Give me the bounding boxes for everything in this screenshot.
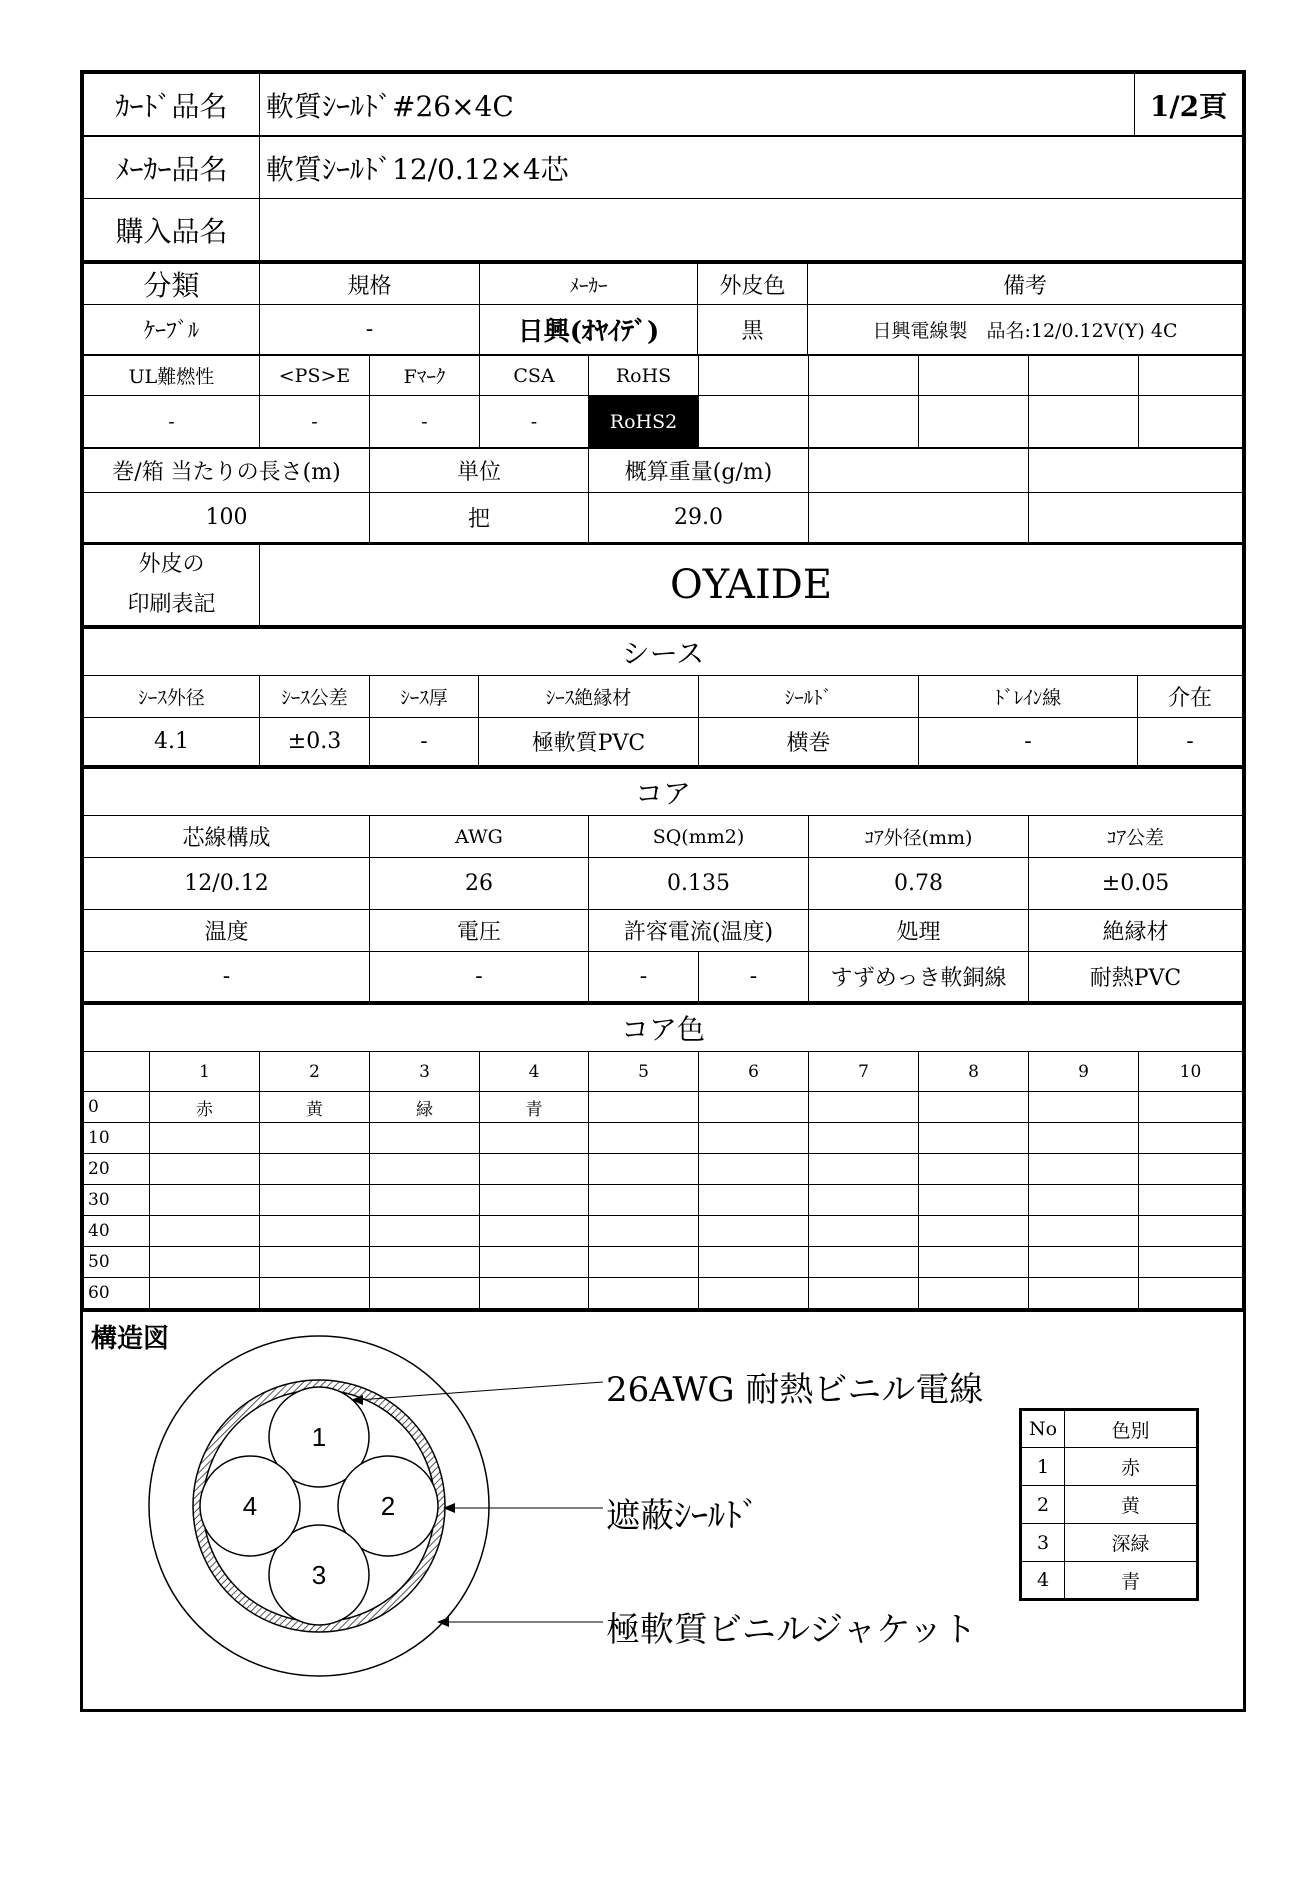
color-col-header: 5 bbox=[589, 1052, 699, 1092]
color-cell bbox=[260, 1216, 370, 1247]
cert-header-rohs: RoHS bbox=[589, 356, 699, 396]
legend-no: 4 bbox=[1021, 1562, 1065, 1600]
color-col-header: 10 bbox=[1139, 1052, 1243, 1092]
class-header-remarks: 備考 bbox=[808, 263, 1243, 305]
empty-cell bbox=[1139, 356, 1243, 396]
legend-color: 黄 bbox=[1065, 1486, 1198, 1524]
cert-pse-value: - bbox=[260, 396, 370, 448]
pack-length-value: 100 bbox=[84, 493, 370, 543]
class-sheath-color-value: 黒 bbox=[698, 305, 808, 355]
color-cell bbox=[150, 1216, 260, 1247]
core-4-number: 4 bbox=[242, 1491, 258, 1521]
color-cell bbox=[809, 1092, 919, 1123]
color-cell bbox=[919, 1154, 1029, 1185]
legend-no: 2 bbox=[1021, 1486, 1065, 1524]
core-current-value: - bbox=[589, 952, 699, 1002]
color-cell bbox=[260, 1247, 370, 1278]
color-row-label: 40 bbox=[84, 1216, 150, 1247]
color-cell bbox=[260, 1278, 370, 1309]
color-row bbox=[84, 1185, 1243, 1216]
color-cell bbox=[809, 1185, 919, 1216]
sheath-tolerance-value: ±0.3 bbox=[260, 718, 370, 766]
core-header-tolerance: ｺｱ公差 bbox=[1029, 816, 1243, 858]
core-header-sq: SQ(mm2) bbox=[589, 816, 809, 858]
color-cell bbox=[1139, 1123, 1243, 1154]
print-marking-label-line2: 印刷表記 bbox=[127, 592, 216, 617]
color-cell bbox=[809, 1154, 919, 1185]
core-insulation-value: 耐熱PVC bbox=[1029, 952, 1243, 1002]
color-cell bbox=[260, 1185, 370, 1216]
pack-header-weight: 概算重量(g/m) bbox=[589, 449, 809, 493]
color-cell bbox=[1139, 1092, 1243, 1123]
core-sq-value: 0.135 bbox=[589, 858, 809, 910]
color-legend-table bbox=[1019, 1408, 1199, 1601]
color-cell bbox=[589, 1185, 699, 1216]
color-cell bbox=[370, 1154, 480, 1185]
sheath-insulation-value: 極軟質PVC bbox=[479, 718, 699, 766]
color-cell bbox=[699, 1154, 809, 1185]
cert-header-pse: <PS>E bbox=[260, 356, 370, 396]
empty-cell bbox=[809, 356, 919, 396]
legend-no: 1 bbox=[1021, 1448, 1065, 1486]
print-marking-table bbox=[83, 543, 1243, 626]
empty-cell bbox=[919, 396, 1029, 448]
callout-jacket-label: 極軟質ビニルジャケット bbox=[606, 1610, 977, 1650]
color-row-label: 60 bbox=[84, 1278, 150, 1309]
color-cell bbox=[589, 1247, 699, 1278]
color-cell bbox=[1139, 1185, 1243, 1216]
legend-color: 青 bbox=[1065, 1562, 1198, 1600]
empty-cell bbox=[809, 449, 1029, 493]
color-cell bbox=[370, 1216, 480, 1247]
empty-cell bbox=[809, 493, 1029, 543]
cert-fmark-value: - bbox=[370, 396, 480, 448]
color-cell bbox=[260, 1154, 370, 1185]
cert-header-fmark: Fﾏｰｸ bbox=[370, 356, 480, 396]
color-cell bbox=[480, 1154, 589, 1185]
maker-table bbox=[83, 136, 1243, 261]
core-1-number: 1 bbox=[311, 1422, 327, 1452]
empty-cell bbox=[1029, 493, 1243, 543]
print-marking-value: OYAIDE bbox=[260, 544, 1243, 626]
color-cell bbox=[699, 1216, 809, 1247]
color-cell bbox=[1029, 1123, 1139, 1154]
pack-header-length: 巻/箱 当たりの長さ(m) bbox=[84, 449, 370, 493]
core-treatment-value: すずめっき軟銅線 bbox=[809, 952, 1029, 1002]
color-cell: 青 bbox=[480, 1092, 589, 1123]
empty-cell bbox=[1029, 356, 1139, 396]
color-cell bbox=[809, 1247, 919, 1278]
core-header-temperature: 温度 bbox=[84, 910, 370, 952]
color-cell bbox=[589, 1154, 699, 1185]
color-cell bbox=[150, 1185, 260, 1216]
color-col-header: 7 bbox=[809, 1052, 919, 1092]
legend-no: 3 bbox=[1021, 1524, 1065, 1562]
core-tolerance-value: ±0.05 bbox=[1029, 858, 1243, 910]
cert-ul-value: - bbox=[84, 396, 260, 448]
cert-rohs-badge: RoHS2 bbox=[589, 396, 699, 448]
color-cell bbox=[480, 1123, 589, 1154]
color-cell bbox=[150, 1278, 260, 1309]
color-cell bbox=[150, 1154, 260, 1185]
color-row bbox=[84, 1216, 1243, 1247]
sheath-od-value: 4.1 bbox=[84, 718, 260, 766]
cert-header-csa: CSA bbox=[480, 356, 589, 396]
color-cell bbox=[699, 1278, 809, 1309]
purchase-name-label: 購入品名 bbox=[84, 199, 260, 261]
structure-diagram bbox=[83, 1309, 1243, 1694]
header-table bbox=[83, 73, 1243, 136]
color-cell bbox=[370, 1278, 480, 1309]
sheath-table bbox=[83, 626, 1243, 766]
class-header-sheath-color: 外皮色 bbox=[698, 263, 808, 305]
color-cell bbox=[809, 1278, 919, 1309]
color-cell bbox=[1029, 1247, 1139, 1278]
certification-table bbox=[83, 355, 1243, 448]
color-cell bbox=[1029, 1216, 1139, 1247]
color-cell bbox=[480, 1278, 589, 1309]
class-maker-value: 日興(ｵﾔｲﾃﾞ) bbox=[480, 305, 698, 355]
color-cell bbox=[480, 1247, 589, 1278]
color-corner-cell bbox=[84, 1052, 150, 1092]
color-row-label: 50 bbox=[84, 1247, 150, 1278]
color-row bbox=[84, 1247, 1243, 1278]
sheath-header-shield: ｼｰﾙﾄﾞ bbox=[699, 676, 919, 718]
core-header-awg: AWG bbox=[370, 816, 589, 858]
color-cell bbox=[1029, 1154, 1139, 1185]
classification-table bbox=[83, 261, 1243, 355]
color-cell bbox=[370, 1247, 480, 1278]
color-cell bbox=[480, 1216, 589, 1247]
core-table bbox=[83, 766, 1243, 1002]
color-row bbox=[84, 1278, 1243, 1309]
cert-csa-value: - bbox=[480, 396, 589, 448]
class-remarks-value: 日興電線製 品名:12/0.12V(Y) 4C bbox=[808, 305, 1243, 355]
sheath-shield-value: 横巻 bbox=[699, 718, 919, 766]
core-od-value: 0.78 bbox=[809, 858, 1029, 910]
empty-cell bbox=[1029, 449, 1243, 493]
card-name-value: 軟質ｼｰﾙﾄﾞ#26×4C bbox=[260, 74, 1135, 136]
core-header-od: ｺｱ外径(mm) bbox=[809, 816, 1029, 858]
sheath-header-od: ｼｰｽ外径 bbox=[84, 676, 260, 718]
color-cell: 赤 bbox=[150, 1092, 260, 1123]
core-3-number: 3 bbox=[311, 1560, 327, 1590]
core-temperature-value: - bbox=[84, 952, 370, 1002]
legend-header-color: 色別 bbox=[1065, 1410, 1198, 1448]
color-col-header: 1 bbox=[150, 1052, 260, 1092]
class-standard-value: - bbox=[260, 305, 480, 355]
empty-cell bbox=[919, 356, 1029, 396]
color-cell bbox=[150, 1123, 260, 1154]
core-header-strand: 芯線構成 bbox=[84, 816, 370, 858]
core-strand-value: 12/0.12 bbox=[84, 858, 370, 910]
empty-cell bbox=[699, 396, 809, 448]
color-cell bbox=[809, 1123, 919, 1154]
color-cell bbox=[809, 1216, 919, 1247]
callout-shield-label: 遮蔽ｼｰﾙﾄﾞ bbox=[606, 1496, 759, 1536]
sheath-header-tolerance: ｼｰｽ公差 bbox=[260, 676, 370, 718]
card-name-label: ｶｰﾄﾞ品名 bbox=[84, 74, 260, 136]
sheath-filler-value: - bbox=[1138, 718, 1243, 766]
sheath-thickness-value: - bbox=[370, 718, 479, 766]
color-cell bbox=[699, 1185, 809, 1216]
color-row bbox=[84, 1123, 1243, 1154]
empty-cell bbox=[809, 396, 919, 448]
color-cell bbox=[480, 1185, 589, 1216]
core-color-table bbox=[83, 1002, 1243, 1309]
color-cell bbox=[260, 1123, 370, 1154]
color-cell bbox=[1029, 1278, 1139, 1309]
color-col-header: 8 bbox=[919, 1052, 1029, 1092]
color-cell bbox=[919, 1247, 1029, 1278]
color-col-header: 4 bbox=[480, 1052, 589, 1092]
spec-sheet bbox=[80, 70, 1246, 1712]
core-2-number: 2 bbox=[380, 1491, 396, 1521]
sheath-header-insulation: ｼｰｽ絶縁材 bbox=[479, 676, 699, 718]
color-cell bbox=[919, 1092, 1029, 1123]
pack-header-unit: 単位 bbox=[370, 449, 589, 493]
callout-wire-label: 26AWG 耐熱ビニル電線 bbox=[606, 1370, 984, 1410]
color-cell: 緑 bbox=[370, 1092, 480, 1123]
color-cell bbox=[1029, 1092, 1139, 1123]
color-cell bbox=[919, 1216, 1029, 1247]
core-current-temp-value: - bbox=[699, 952, 809, 1002]
legend-color: 赤 bbox=[1065, 1448, 1198, 1486]
print-marking-label-line1: 外皮の bbox=[138, 552, 205, 577]
color-cell bbox=[1139, 1278, 1243, 1309]
purchase-name-value bbox=[260, 199, 1243, 261]
empty-cell bbox=[1139, 396, 1243, 448]
color-col-header: 2 bbox=[260, 1052, 370, 1092]
color-cell bbox=[589, 1216, 699, 1247]
color-cell: 黄 bbox=[260, 1092, 370, 1123]
color-cell bbox=[1029, 1185, 1139, 1216]
color-row-label: 30 bbox=[84, 1185, 150, 1216]
color-cell bbox=[1139, 1216, 1243, 1247]
sheath-header-drain: ﾄﾞﾚｲﾝ線 bbox=[919, 676, 1138, 718]
color-cell bbox=[919, 1278, 1029, 1309]
pack-weight-value: 29.0 bbox=[589, 493, 809, 543]
color-row bbox=[84, 1092, 1243, 1123]
empty-cell bbox=[699, 356, 809, 396]
legend-header-no: No bbox=[1021, 1410, 1065, 1448]
print-marking-label bbox=[84, 544, 260, 626]
sheath-header-filler: 介在 bbox=[1138, 676, 1243, 718]
pack-unit-value: 把 bbox=[370, 493, 589, 543]
color-cell bbox=[699, 1092, 809, 1123]
class-header-maker: ﾒｰｶｰ bbox=[480, 263, 698, 305]
color-cell bbox=[370, 1123, 480, 1154]
color-cell bbox=[589, 1278, 699, 1309]
empty-cell bbox=[1029, 396, 1139, 448]
color-row-label: 0 bbox=[84, 1092, 150, 1123]
color-cell bbox=[699, 1123, 809, 1154]
core-header-insulation: 絶縁材 bbox=[1029, 910, 1243, 952]
maker-name-label: ﾒｰｶｰ品名 bbox=[84, 137, 260, 199]
color-col-header: 9 bbox=[1029, 1052, 1139, 1092]
color-cell bbox=[370, 1185, 480, 1216]
color-cell bbox=[589, 1092, 699, 1123]
core-color-section-title: コア色 bbox=[84, 1004, 1243, 1052]
core-header-voltage: 電圧 bbox=[370, 910, 589, 952]
color-col-header: 3 bbox=[370, 1052, 480, 1092]
color-cell bbox=[1139, 1154, 1243, 1185]
color-cell bbox=[150, 1247, 260, 1278]
core-header-treatment: 処理 bbox=[809, 910, 1029, 952]
core-section-title: コア bbox=[84, 768, 1243, 816]
core-voltage-value: - bbox=[370, 952, 589, 1002]
color-row bbox=[84, 1154, 1243, 1185]
color-cell bbox=[699, 1247, 809, 1278]
legend-color: 深緑 bbox=[1065, 1524, 1198, 1562]
color-cell bbox=[1139, 1247, 1243, 1278]
class-header-standard: 規格 bbox=[260, 263, 480, 305]
maker-name-value: 軟質ｼｰﾙﾄﾞ12/0.12×4芯 bbox=[260, 137, 1243, 199]
color-cell bbox=[919, 1123, 1029, 1154]
cert-header-ul: UL難燃性 bbox=[84, 356, 260, 396]
sheath-header-thickness: ｼｰｽ厚 bbox=[370, 676, 479, 718]
core-header-current: 許容電流(温度) bbox=[589, 910, 809, 952]
color-row-label: 10 bbox=[84, 1123, 150, 1154]
sheath-section-title: シース bbox=[84, 628, 1243, 676]
color-cell bbox=[919, 1185, 1029, 1216]
color-row-label: 20 bbox=[84, 1154, 150, 1185]
core-awg-value: 26 bbox=[370, 858, 589, 910]
packaging-table bbox=[83, 448, 1243, 543]
color-col-header: 6 bbox=[699, 1052, 809, 1092]
class-header-category: 分類 bbox=[84, 263, 260, 305]
color-cell bbox=[589, 1123, 699, 1154]
diagram-title: 構造図 bbox=[91, 1324, 170, 1354]
page-indicator: 1/2頁 bbox=[1135, 74, 1243, 136]
sheath-drain-value: - bbox=[919, 718, 1138, 766]
class-category-value: ｹｰﾌﾞﾙ bbox=[84, 305, 260, 355]
